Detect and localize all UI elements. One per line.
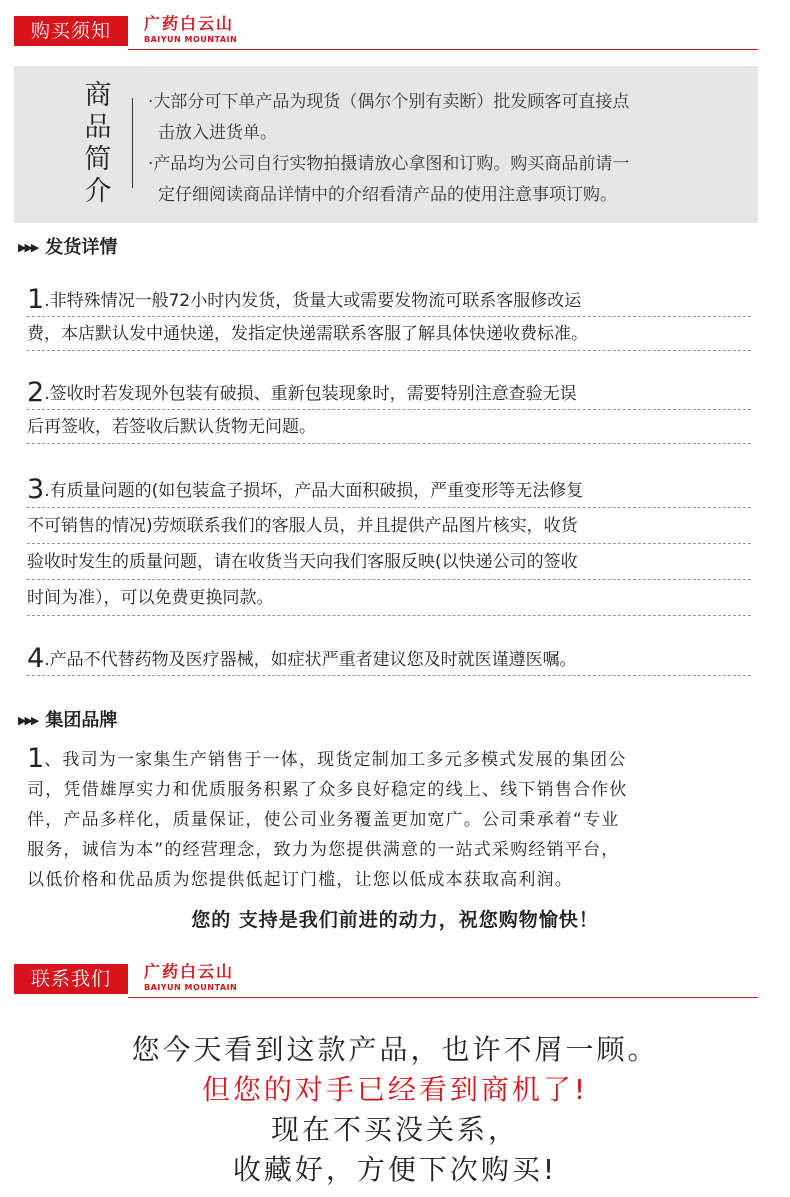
item-text: 验收时发生的质量问题，请在收货当天向我们客服反映(以快递公司的签收	[27, 552, 578, 572]
shipping-item	[27, 472, 751, 616]
item-line	[27, 508, 751, 544]
closing-line: 收藏好，方便下次购买!	[232, 1153, 558, 1186]
item-text: 时间为准），可以免费更换同款。	[27, 588, 274, 608]
item-number: 2	[27, 377, 45, 408]
header-divider	[128, 997, 758, 998]
header-divider	[128, 49, 758, 50]
intro-title-char: 简	[84, 144, 112, 175]
item-line	[27, 376, 751, 410]
brand-heading	[18, 708, 117, 734]
item-text: .非特殊情况一般72小时内发货，货量大或需要发物流可联系客服修改运	[44, 291, 582, 311]
item-number: 1	[27, 284, 45, 315]
brand-number: 1	[27, 743, 45, 774]
purchase-notice-label: 购买须知	[14, 16, 128, 46]
shipping-heading-text: 发货详情	[45, 237, 118, 258]
product-intro-box	[14, 66, 758, 223]
item-number: 4	[27, 643, 45, 674]
item-text: .有质量问题的(如包装盒子损坏，产品大面积破损，严重变形等无法修复	[44, 481, 584, 501]
item-text: 不可销售的情况)劳烦联系我们的客服人员，并且提供产品图片核实，收货	[27, 516, 578, 536]
shipping-item	[27, 376, 751, 444]
brand-paragraph	[27, 744, 757, 895]
brand-name-cn: 广药白云山	[144, 14, 235, 33]
brand-heading-text: 集团品牌	[45, 710, 118, 731]
intro-title-char: 品	[84, 112, 112, 143]
intro-line: ·大部分可下单产品为现货（偶尔个别有卖断）批发顾客可直接点	[148, 92, 630, 112]
brand-name-en: BAIYUN MOUNTAIN	[144, 35, 238, 44]
item-text: 费，本店默认发中通快递，发指定快递需联系客服了解具体快递收费标准。	[27, 324, 588, 344]
triple-arrow-icon: ▶▶▶	[18, 241, 38, 254]
item-line	[27, 317, 751, 351]
closing-line-highlight: 但您的对手已经看到商机了!	[201, 1073, 589, 1106]
contact-label: 联系我们	[14, 964, 128, 994]
intro-line: ·产品均为公司自行实物拍摄请放心拿图和订购。购买商品前请一	[148, 154, 630, 174]
item-line	[27, 580, 751, 616]
brand-name-cn: 广药白云山	[144, 962, 235, 981]
intro-line: 击放入进货单。	[158, 123, 277, 143]
brand-line	[27, 744, 757, 775]
brand-text: 、我司为一家集生产销售于一体，现货定制加工多元多模式发展的集团公	[44, 750, 627, 770]
purchase-notice-header	[14, 14, 758, 50]
item-line	[27, 283, 751, 317]
triple-arrow-icon: ▶▶▶	[18, 714, 38, 727]
item-number: 3	[27, 474, 45, 505]
brand-line: 司，凭借雄厚实力和优质服务积累了众多良好稳定的线上、线下销售合作伙	[27, 780, 628, 800]
item-line	[27, 642, 751, 676]
brand-line: 以低价格和优品质为您提供低起订门槛，让您以低成本获取高利润。	[27, 870, 573, 890]
shipping-heading	[18, 235, 117, 261]
item-line	[27, 472, 751, 508]
brand-name-en: BAIYUN MOUNTAIN	[144, 983, 238, 992]
item-text: .产品不代替药物及医疗器械，如症状严重者建议您及时就医谨遵医嘱。	[44, 650, 577, 670]
shipping-item	[27, 283, 751, 351]
item-line	[27, 544, 751, 580]
intro-title	[82, 80, 114, 208]
support-message: 您的 支持是我们前进的动力，祝您购物愉快！	[191, 909, 599, 931]
intro-divider	[132, 98, 133, 188]
closing-line: 现在不买没关系，	[270, 1113, 519, 1146]
intro-text	[148, 87, 750, 211]
intro-title-char: 介	[84, 176, 112, 207]
item-text: .签收时若发现外包装有破损、重新包装现象时，需要特别注意查验无误	[44, 384, 577, 404]
closing-line: 您今天看到这款产品，也许不屑一顾。	[131, 1033, 659, 1066]
item-line	[27, 410, 751, 444]
brand-line: 伴，产品多样化，质量保证，使公司业务覆盖更加宽广。公司秉承着“专业	[27, 810, 620, 830]
item-text: 后再签收，若签收后默认货物无问题。	[27, 417, 316, 437]
shipping-item	[27, 642, 751, 676]
intro-line: 定仔细阅读商品详情中的介绍看清产品的使用注意事项订购。	[158, 185, 617, 205]
contact-header	[14, 962, 758, 998]
intro-title-char: 商	[84, 80, 112, 111]
brand-line: 服务，诚信为本”的经营理念，致力为您提供满意的一站式采购经销平台，	[27, 840, 620, 860]
